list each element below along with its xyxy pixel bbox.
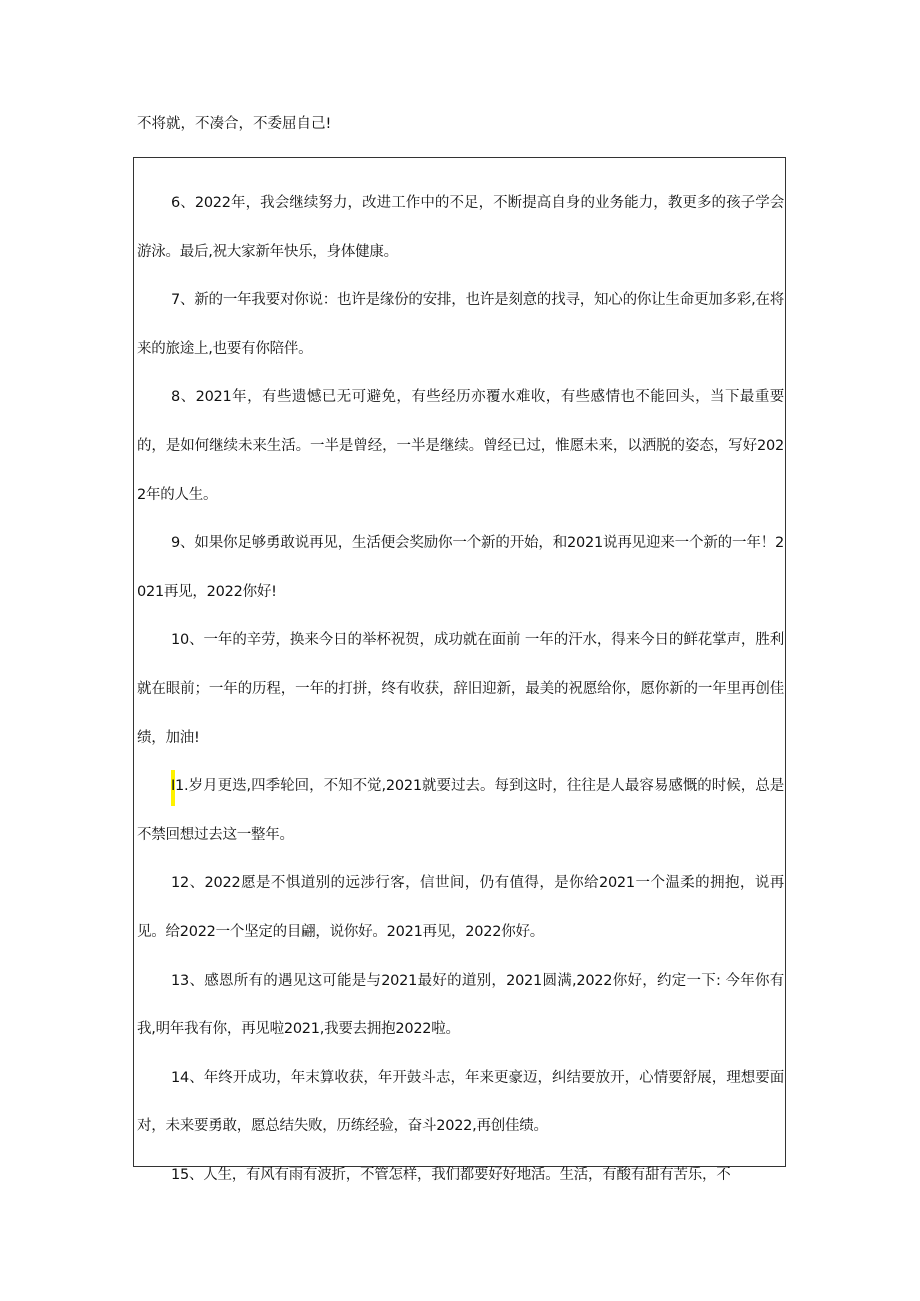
paragraph-15: 15、人生，有风有雨有波折，不管怎样，我们都要好好地活。生活，有酸有甜有苦乐，不 [171,1166,731,1183]
paragraph-6: 6、2022年，我会继续努力，改进工作中的不足，不断提高自身的业务能力，教更多的孩子学会游泳。最后,祝大家新年快乐，身体健康。 [137,195,784,260]
paragraph-list [134,179,787,1199]
paragraph-7: 7、新的一年我要对你说：也许是缘份的安排，也许是刻意的找寻，知心的你让生命更加多彩,在将来的旅途上,也要有你陪伴。 [137,292,784,357]
highlight-mark: I [171,770,175,806]
lead-line: 不将就，不凑合，不委屈自己! [137,116,332,132]
paragraph-12: 12、2022愿是不惧道别的远涉行客，信世间，仍有值得，是你给2021一个温柔的拥抱，说再见。给2022一个坚定的目翩，说你好。2021再见，2022你好。 [137,875,784,940]
paragraph-13: 13、感恩所有的遇见这可能是与2021最好的道别，2021圆满,2022你好，约定一下: 今年你有我,明年我有你，再见啦2021,我要去拥抱2022啦。 [137,972,784,1038]
paragraph-11 [134,762,787,859]
content-frame [133,157,786,1183]
paragraph-8: 8、2021年，有些遗憾已无可避免，有些经历亦覆水难收，有些感情也不能回头，当下最重要的，是如何继续未来生活。一半是曾经，一半是继续。曾经已过，惟愿未来，以洒脱的姿态，写好2022年的人生。 [137,389,784,503]
paragraph-11-text: 1.岁月更迭,四季轮回，不知不觉,2021就要过去。每到这时，往往是人最容易感慨的时候，总是不禁回想过去这一整年。 [137,778,784,843]
paragraph-14: 14、年终开成功，年末算收获，年开鼓斗志，年来更豪迈，纠结要放开，心情要舒展，理想要面对，未来要勇敢，愿总结失败，历练经验，奋斗2022,再创佳绩。 [137,1069,784,1135]
paragraph-10: 10、一年的辛劳，换来今日的举杯祝贺，成功就在面前 一年的汗水，得来今日的鲜花掌声，胜利就在眼前；一年的历程，一年的打拼，终有收获，辞旧迎新，最美的祝愿给你，愿你新的一年里再创佳绩，加油! [137,632,784,746]
paragraph-9: 9、如果你足够勇敢说再见，生活便会奖励你一个新的开始，和2021说再见迎来一个新的一年！2021再见，2022你好! [137,535,784,600]
